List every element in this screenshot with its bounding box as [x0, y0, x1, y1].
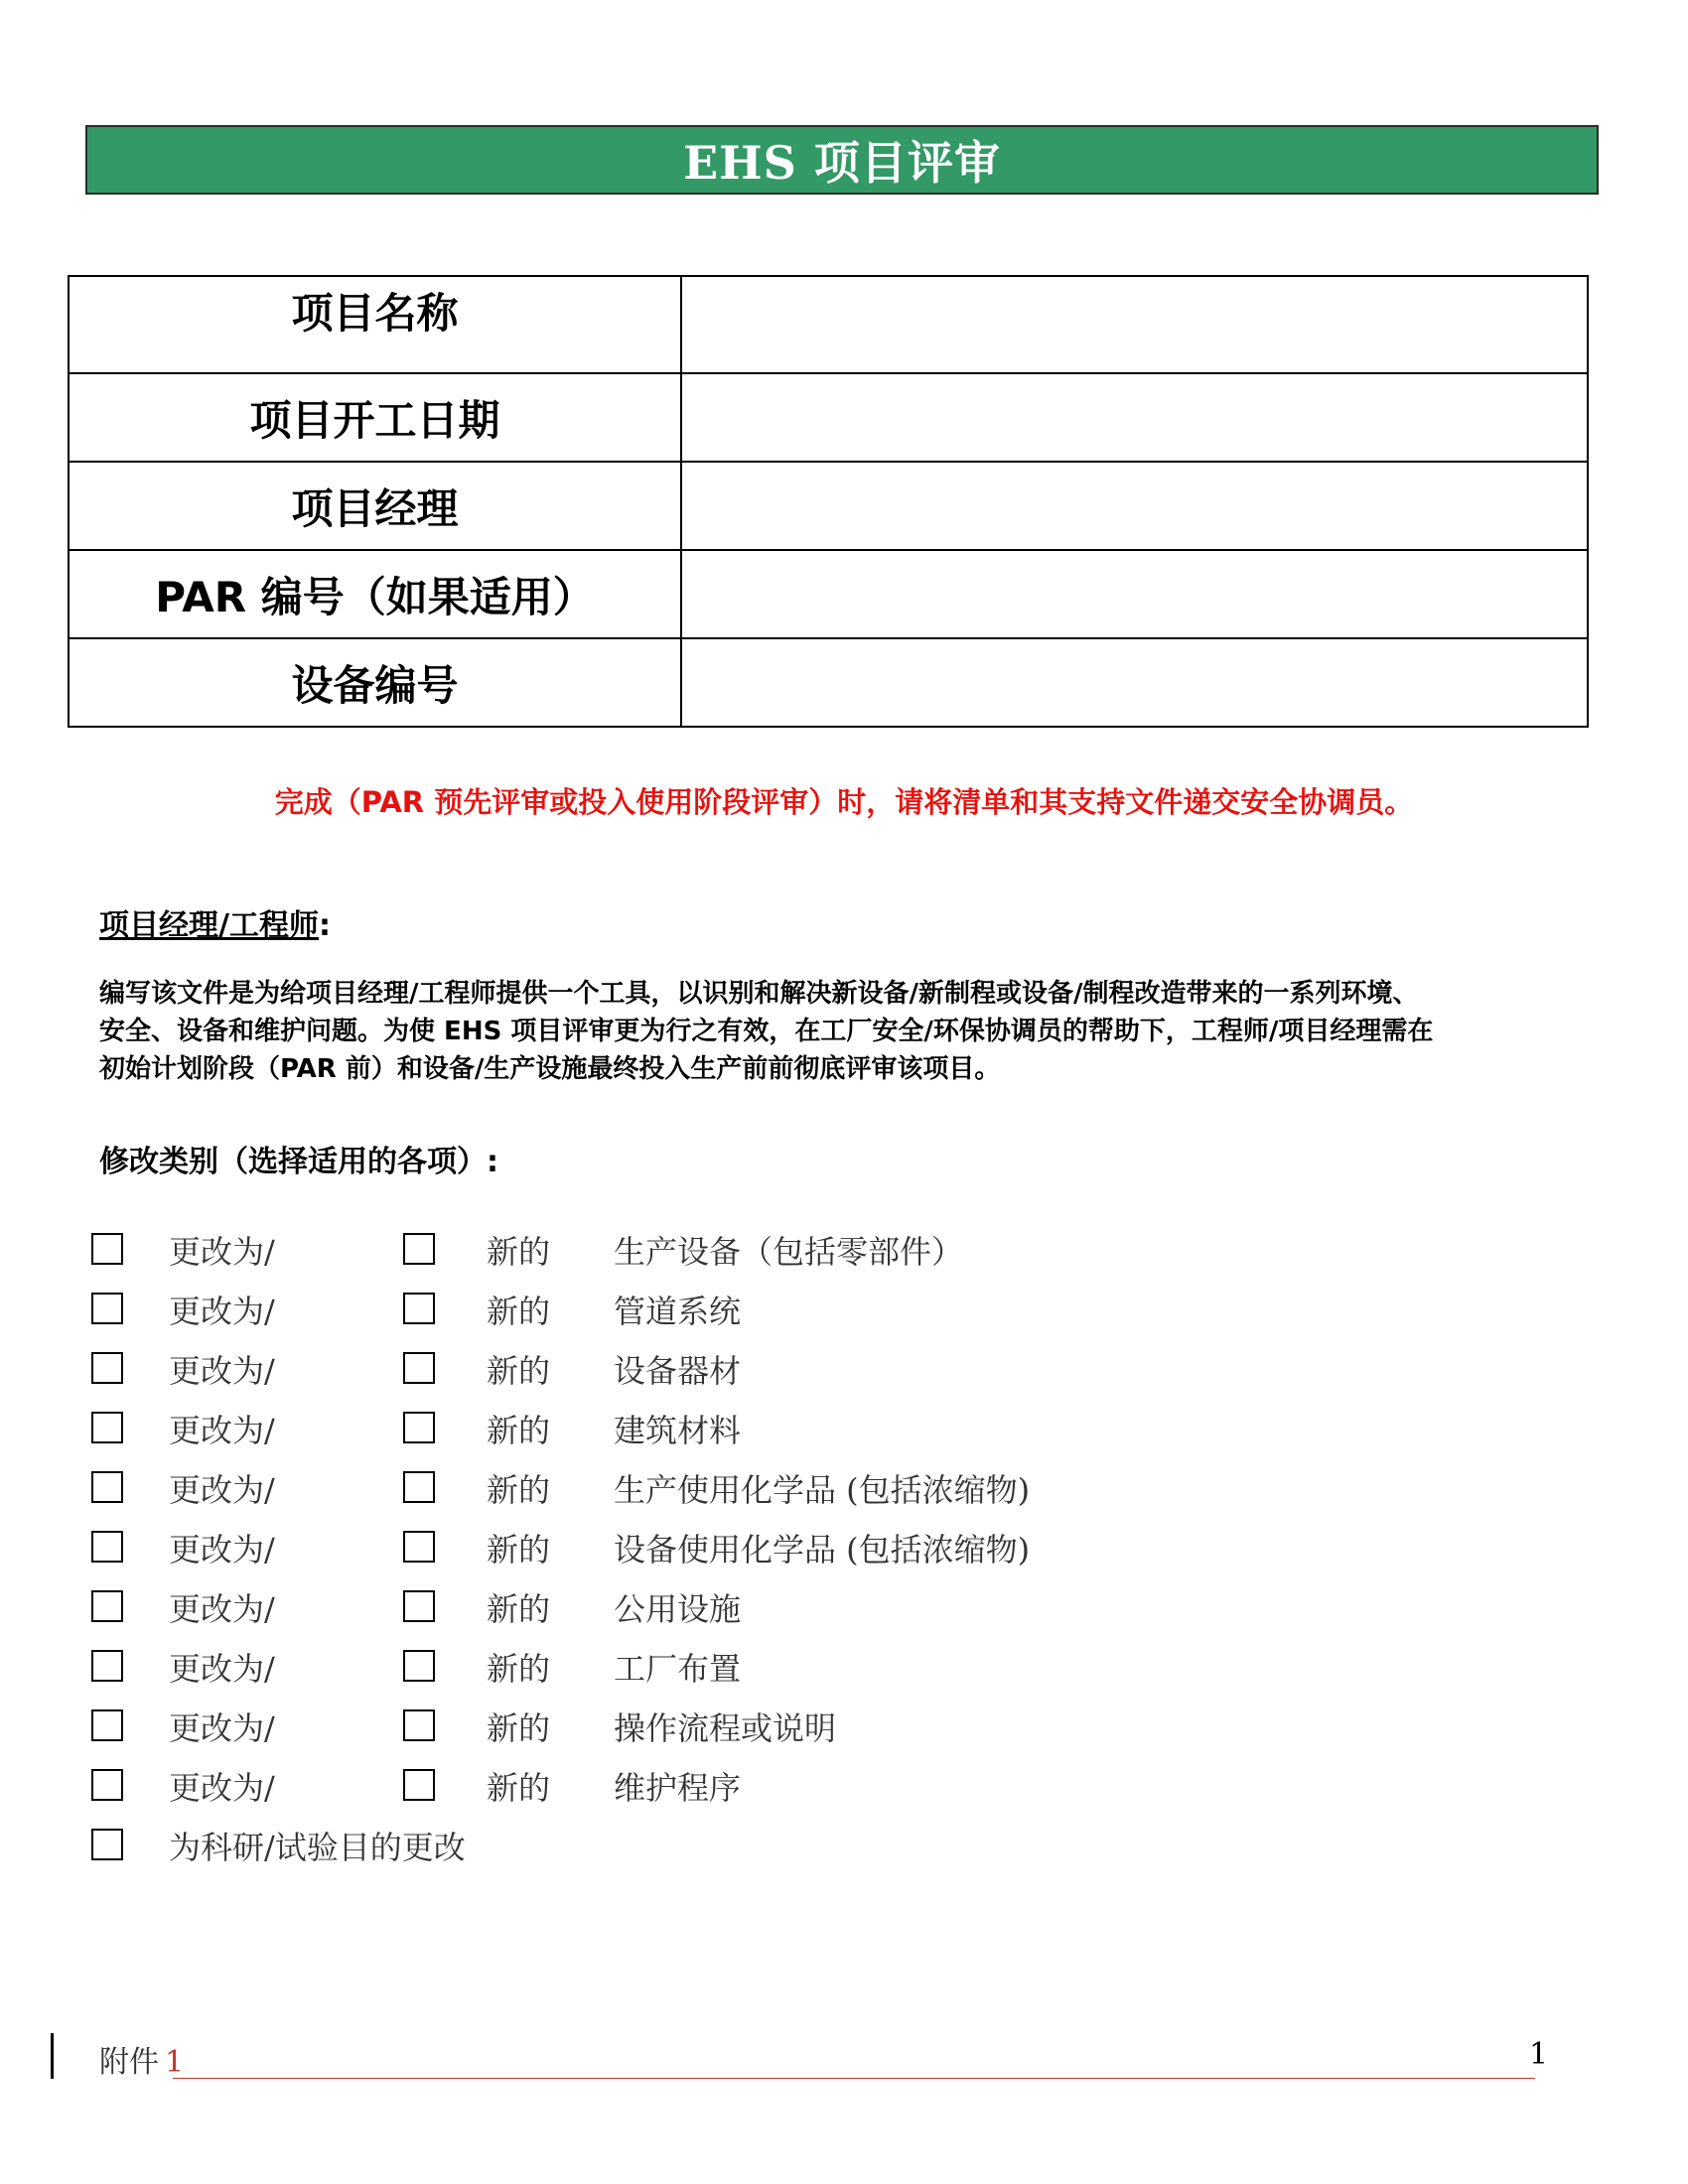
change-label: 更改为/: [169, 1352, 275, 1390]
new-checkbox[interactable]: [403, 1650, 435, 1682]
project-info-table: [68, 275, 1589, 728]
new-checkbox[interactable]: [403, 1769, 435, 1801]
change-label: 更改为/: [169, 1471, 275, 1509]
par-number-label: PAR 编号（如果适用）: [69, 550, 681, 638]
category-item-label: 工厂布置: [614, 1650, 742, 1688]
table-row: [69, 462, 1588, 550]
category-item-label: 设备器材: [614, 1352, 742, 1390]
page-number: 1: [1529, 2037, 1549, 2072]
footer-attachment-label: 附件: [99, 2045, 159, 2080]
equipment-number-label: 设备编号: [69, 638, 681, 727]
category-item-label: 生产设备（包括零部件）: [614, 1233, 964, 1271]
par-number-field[interactable]: [681, 550, 1588, 638]
change-label: 更改为/: [169, 1650, 275, 1688]
footer-attachment: [99, 2037, 184, 2081]
change-label: 更改为/: [169, 1590, 275, 1628]
change-checkbox[interactable]: [91, 1650, 123, 1682]
new-checkbox[interactable]: [403, 1352, 435, 1384]
table-row: [69, 638, 1588, 727]
equipment-number-field[interactable]: [681, 638, 1588, 727]
new-label: 新的: [487, 1293, 551, 1330]
change-checkbox[interactable]: [91, 1233, 123, 1265]
change-label: 更改为/: [169, 1709, 275, 1747]
new-label: 新的: [487, 1590, 551, 1628]
new-label: 新的: [487, 1412, 551, 1449]
new-checkbox[interactable]: [403, 1471, 435, 1503]
change-checkbox[interactable]: [91, 1531, 123, 1563]
project-name-label: 项目名称: [69, 276, 681, 373]
page-title: EHS 项目评审: [85, 125, 1599, 195]
intro-line: 编写该文件是为给项目经理/工程师提供一个工具，以识别和解决新设备/新制程或设备/制程改造带来的一系列环境、: [99, 979, 1419, 1009]
change-checkbox[interactable]: [91, 1709, 123, 1741]
change-label: 更改为/: [169, 1769, 275, 1807]
intro-line: 初始计划阶段（PAR 前）和设备/生产设施最终投入生产前前彻底评审该项目。: [99, 1054, 1001, 1084]
footer-attachment-number: 1: [165, 2045, 185, 2080]
new-label: 新的: [487, 1233, 551, 1271]
new-label: 新的: [487, 1352, 551, 1390]
change-checkbox[interactable]: [91, 1412, 123, 1443]
category-item-label: 建筑材料: [614, 1412, 742, 1449]
start-date-field[interactable]: [681, 373, 1588, 462]
section-heading-colon: :: [318, 908, 331, 943]
change-label: 更改为/: [169, 1233, 275, 1271]
table-row: [69, 550, 1588, 638]
change-checkbox[interactable]: [91, 1471, 123, 1503]
change-label: 更改为/: [169, 1293, 275, 1330]
new-label: 新的: [487, 1471, 551, 1509]
change-checkbox[interactable]: [91, 1293, 123, 1324]
new-label: 新的: [487, 1650, 551, 1688]
new-label: 新的: [487, 1769, 551, 1807]
new-label: 新的: [487, 1709, 551, 1747]
new-checkbox[interactable]: [403, 1233, 435, 1265]
intro-paragraph: [99, 975, 1609, 1088]
intro-line: 安全、设备和维护问题。为使 EHS 项目评审更为行之有效，在工厂安全/环保协调员的帮助下，工程师/项目经理需在: [99, 1017, 1434, 1046]
table-row: [69, 373, 1588, 462]
category-item-label: 设备使用化学品 (包括浓缩物): [614, 1531, 1031, 1569]
category-item-label: 公用设施: [614, 1590, 742, 1628]
category-item-label: 生产使用化学品 (包括浓缩物): [614, 1471, 1031, 1509]
category-item-label: 维护程序: [614, 1769, 742, 1807]
change-label: 更改为/: [169, 1531, 275, 1569]
change-checkbox[interactable]: [91, 1769, 123, 1801]
category-item-label: 管道系统: [614, 1293, 742, 1330]
category-heading: 修改类别（选择适用的各项）:: [99, 1145, 498, 1179]
section-heading: [99, 900, 331, 944]
change-checkbox[interactable]: [91, 1352, 123, 1384]
new-checkbox[interactable]: [403, 1531, 435, 1563]
new-checkbox[interactable]: [403, 1412, 435, 1443]
submission-notice: 完成（PAR 预先评审或投入使用阶段评审）时，请将清单和其支持文件递交安全协调员。: [274, 785, 1414, 819]
change-label: 更改为/: [169, 1412, 275, 1449]
category-item-label: 操作流程或说明: [614, 1709, 837, 1747]
section-heading-text: 项目经理/工程师: [99, 908, 319, 943]
new-label: 新的: [487, 1531, 551, 1569]
project-name-field[interactable]: [681, 276, 1588, 373]
new-checkbox[interactable]: [403, 1709, 435, 1741]
footer-margin-bar: [51, 2033, 54, 2079]
project-manager-label: 项目经理: [69, 462, 681, 550]
research-label: 为科研/试验目的更改: [169, 1829, 466, 1866]
start-date-label: 项目开工日期: [69, 373, 681, 462]
new-checkbox[interactable]: [403, 1590, 435, 1622]
footer-divider: [173, 2078, 1535, 2079]
new-checkbox[interactable]: [403, 1293, 435, 1324]
change-checkbox[interactable]: [91, 1590, 123, 1622]
table-row: [69, 276, 1588, 373]
project-manager-field[interactable]: [681, 462, 1588, 550]
research-checkbox[interactable]: [91, 1829, 123, 1860]
